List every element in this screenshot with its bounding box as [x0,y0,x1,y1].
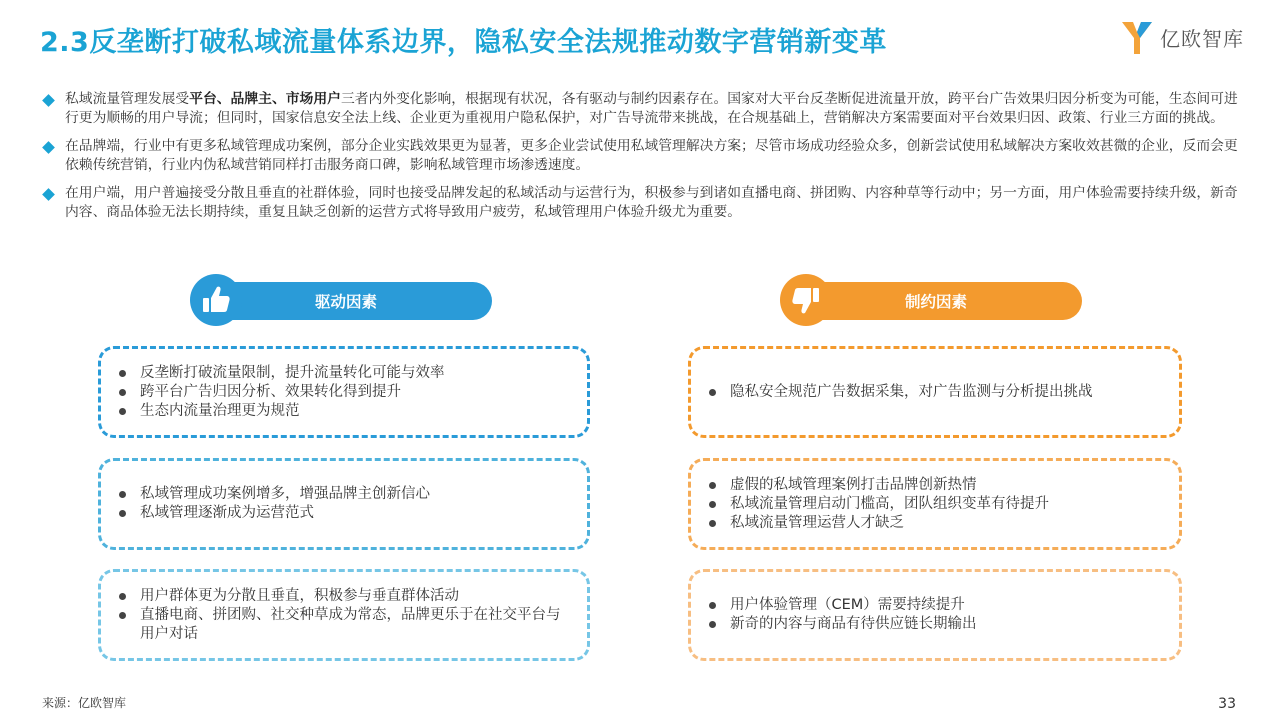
page-number: 33 [1218,696,1236,712]
bullet-dot-icon [119,510,126,517]
bullet-dot-icon [709,501,716,508]
constraints-label: 制约因素 [904,293,967,311]
list-item: 私域流量管理运营人才缺乏 [707,514,1159,533]
list-item: 用户群体更为分散且垂直，积极参与垂直群体活动 [117,587,567,606]
diamond-bullet-icon [42,141,55,154]
list-item: 虚假的私域管理案例打击品牌创新热情 [707,476,1159,495]
list-item: 跨平台广告归因分析、效果转化得到提升 [117,383,567,402]
intro-bullet-text: 在品牌端，行业中有更多私域管理成功案例，部分企业实践效果更为显著，更多企业尝试使用私域管理解决方案；尽管市场成功经验众多，创新尝试使用私域解决方案收效甚微的企业，反而会更依赖传统营销，行业内伪私域营销同样打击服务商口碑，影响私域管理市场渗透速度。 [65,138,1238,173]
highlight-text: 平台、品牌主、市场用户 [189,91,341,107]
intro-bullet-text: 私域流量管理发展受平台、品牌主、市场用户三者内外变化影响，根据现有状况，各有驱动与制约因素存在。国家对大平台反垄断促进流量开放，跨平台广告效果归因分析变为可能，生态间可进行更为顺畅的用户导流；但同时，国家信息安全法上线、企业更为重视用户隐私保护，对广告导流带来挑战，在合规基础上，营销解决方案需要面对平台效果归因、政策、行业三方面的挑战。 [65,91,1238,126]
list-item: 私域管理成功案例增多，增强品牌主创新信心 [117,485,567,504]
list-item: 私域管理逐渐成为运营范式 [117,504,567,523]
thumbs-down-icon [780,274,832,326]
thumbs-up-icon [190,274,242,326]
bullet-dot-icon [119,408,126,415]
logo-text: 亿欧智库 [1160,26,1244,51]
intro-bullets [42,90,1242,231]
list-item: 用户体验管理（CEM）需要持续提升 [707,596,1159,615]
constraints-header [790,282,1082,320]
bullet-dot-icon [709,621,716,628]
bullet-dot-icon [709,389,716,396]
bullet-dot-icon [119,389,126,396]
bullet-dot-icon [709,602,716,609]
bullet-dot-icon [709,520,716,527]
diamond-bullet-icon [42,188,55,201]
intro-bullet [42,184,1242,221]
logo-icon [1120,18,1154,56]
page-title: 2.3反垄断打破私域流量体系边界，隐私安全法规推动数字营销新变革 [40,27,887,58]
intro-bullet [42,90,1242,127]
list-item: 生态内流量治理更为规范 [117,402,567,421]
bullet-dot-icon [119,491,126,498]
list-item: 直播电商、拼团购、社交种草成为常态，品牌更乐于在社交平台与用户对话 [117,606,567,644]
intro-bullet-text: 在用户端，用户普遍接受分散且垂直的社群体验，同时也接受品牌发起的私域活动与运营行为，积极参与到诸如直播电商、拼团购、内容种草等行动中；另一方面，用户体验需要持续升级，新奇内容、商品体验无法长期持续，重复且缺乏创新的运营方式将导致用户疲劳，私域管理用户体验升级尤为重要。 [65,185,1238,220]
drivers-header [200,282,492,320]
bullet-dot-icon [119,370,126,377]
list-item: 私域流量管理启动门槛高，团队组织变革有待提升 [707,495,1159,514]
intro-bullet [42,137,1242,174]
diamond-bullet-icon [42,94,55,107]
bullet-dot-icon [119,612,126,619]
driver-box [98,458,590,550]
bullet-dot-icon [119,593,126,600]
driver-box [98,346,590,438]
constraint-box [688,458,1182,550]
list-item: 隐私安全规范广告数据采集，对广告监测与分析提出挑战 [707,383,1159,402]
list-item: 反垄断打破流量限制，提升流量转化可能与效率 [117,364,567,383]
source-note: 来源：亿欧智库 [42,696,127,710]
bullet-dot-icon [709,482,716,489]
logo [1120,18,1244,56]
driver-box [98,569,590,661]
drivers-label: 驱动因素 [314,293,377,311]
constraint-box [688,569,1182,661]
list-item: 新奇的内容与商品有待供应链长期输出 [707,615,1159,634]
constraint-box [688,346,1182,438]
